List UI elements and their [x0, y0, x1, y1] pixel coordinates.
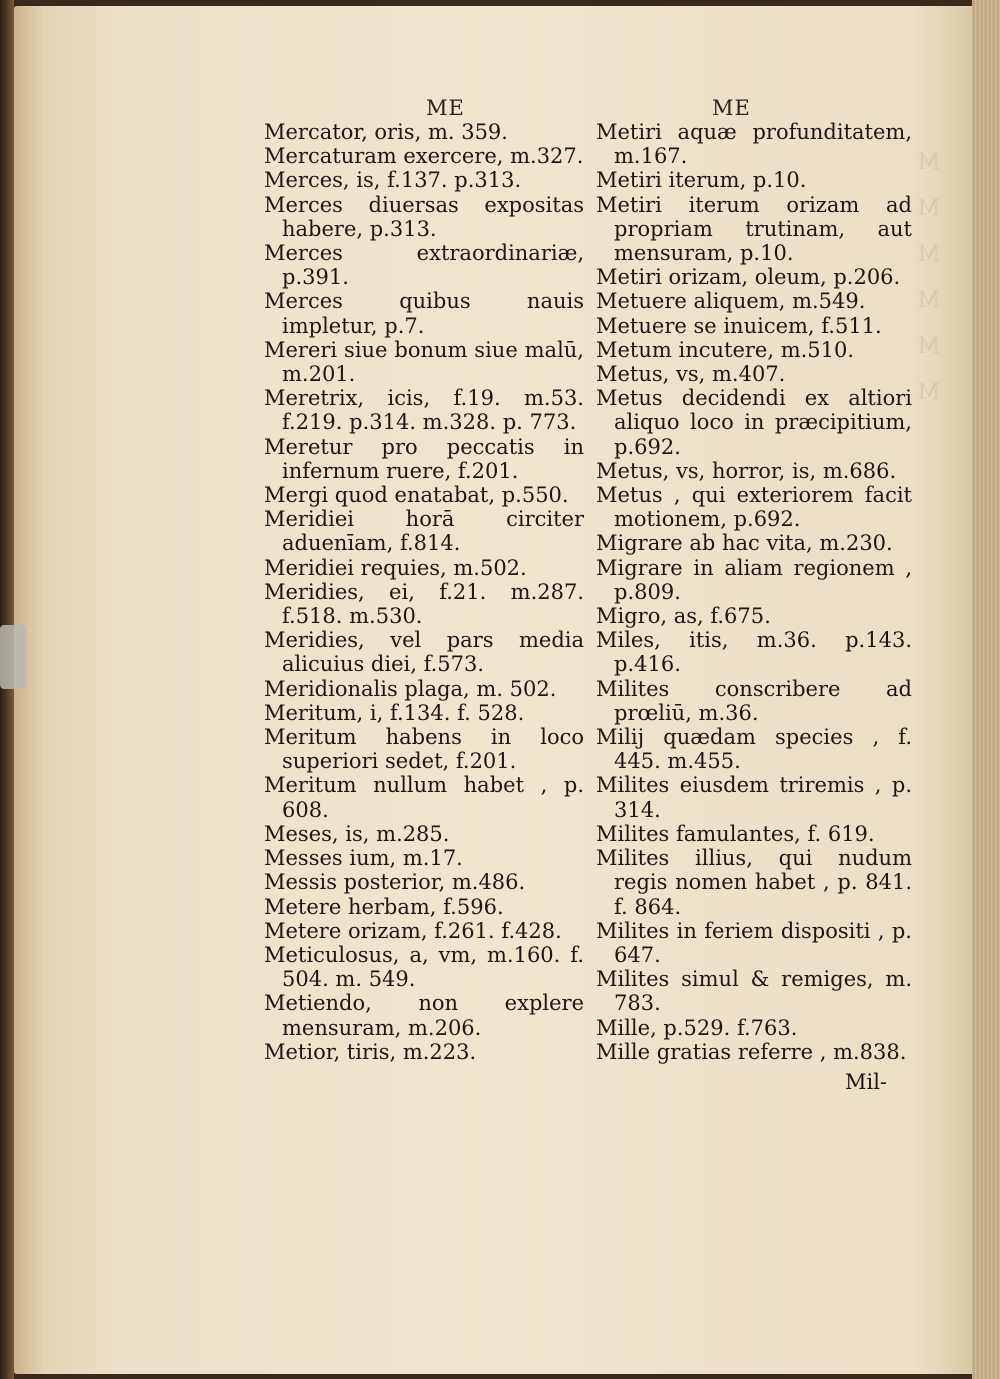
index-entry: Metiri iterum orizam ad propriam trutinam, aut mensuram, p.10. [596, 192, 912, 266]
index-entry: Meses, is, m.285. [264, 821, 450, 846]
index-entry: Mercaturam exercere, m.327. [264, 144, 584, 169]
index-entry: Miles, itis, m.36. p.143. p.416. [596, 628, 912, 677]
index-entry: Metus decidendi ex altiori aliquo loco in præcipitium, p.692. [596, 386, 912, 459]
index-entry: Mereri siue bonum siue malū, m.201. [264, 337, 584, 387]
index-entry: Metior, tiris, m.223. [264, 1039, 477, 1064]
index-entry: Mercator, oris, m. 359. [264, 120, 508, 144]
index-entry: Merces extraordinariæ, p.391. [264, 241, 584, 290]
index-entry: Metiendo, non explere mensuram, m.206. [264, 991, 584, 1040]
index-entry: Milites simul & remiges, m. 783. [596, 967, 912, 1016]
index-entry: Metere herbam, f.596. [264, 894, 504, 919]
index-entry: Milites eiusdem triremis , p. 314. [596, 773, 912, 822]
index-entry: Mille, p.529. f.763. [596, 1015, 798, 1040]
index-entry: Mergi quod enatabat, p.550. [264, 483, 569, 508]
index-entry: Merces, is, f.137. p.313. [264, 168, 522, 193]
index-entry: Milij quædam species , f. 445. m.455. [596, 725, 912, 774]
index-entry: Meridies, vel pars media alicuius diei, f.573. [264, 628, 584, 677]
index-entry: Milites illius, qui nudum regis nomen habet , p. 841. f. 864. [596, 846, 912, 919]
index-entry: Messis posterior, m.486. [264, 870, 526, 895]
index-entry: Meritum habens in loco superiori sedet, f.201. [264, 725, 584, 774]
index-entry: Migrare ab hac vita, m.230. [596, 531, 893, 556]
index-entry: Meridionalis plaga, m. 502. [264, 676, 557, 701]
index-entry: Metiri orizam, oleum, p.206. [596, 265, 901, 290]
running-header-left: ME [426, 96, 465, 120]
index-entry: Metus, vs, m.407. [596, 362, 786, 387]
index-entry: Metus , qui exteriorem facit motionem, p.692. [596, 483, 912, 532]
index-entry: Metere orizam, f.261. f.428. [264, 918, 562, 943]
index-entry: Metum incutere, m.510. [596, 337, 855, 362]
index-entry: Meritum nullum habet , p. 608. [264, 773, 584, 822]
index-column-left [264, 120, 584, 1064]
index-entry: Migrare in aliam regionem , p.809. [596, 555, 912, 604]
index-entry: Milites in feriem dispositi , p. 647. [596, 918, 912, 967]
index-entry: Meretrix, icis, f.19. m.53. f.219. p.314. m.328. p. 773. [264, 386, 584, 435]
running-header-right: ME [712, 96, 751, 120]
book-spine-shadow [0, 0, 14, 1379]
index-entry: Meticulosus, a, vm, m.160. f. 504. m. 549. [264, 942, 584, 992]
index-entry: Milites famulantes, f. 619. [596, 821, 875, 846]
index-entry: Meridies, ei, f.21. m.287. f.518. m.530. [264, 579, 584, 629]
index-entry: Merces diuersas expositas habere, p.313. [264, 192, 584, 241]
index-entry: Meridiei requies, m.502. [264, 555, 527, 580]
index-entry: Metiri iterum, p.10. [596, 168, 807, 193]
index-entry: Mille gratias referre , m.838. [596, 1039, 907, 1064]
index-entry: Metuere se inuicem, f.511. [596, 313, 882, 338]
index-entry: Meridiei horā circiter aduenīam, f.814. [264, 507, 584, 556]
index-entry: Milites conscribere ad prœliū, m.36. [596, 676, 912, 725]
page-clip-tab [0, 625, 26, 689]
catchword: Mil- [845, 1070, 888, 1094]
index-entry: Metiri aquæ profunditatem, m.167. [596, 120, 912, 169]
index-entry: Metus, vs, horror, is, m.686. [596, 458, 897, 483]
index-entry: Metuere aliquem, m.549. [596, 289, 866, 314]
index-entry: Migro, as, f.675. [596, 604, 771, 629]
index-entry: Meretur pro peccatis in infernum ruere, f.201. [264, 434, 584, 483]
page-edges-stack [972, 0, 1000, 1379]
index-entry: Messes ium, m.17. [264, 846, 463, 871]
index-entry: Merces quibus nauis impletur, p.7. [264, 289, 584, 338]
index-column-right [596, 120, 912, 1064]
index-entry: Meritum, i, f.134. f. 528. [264, 700, 525, 725]
